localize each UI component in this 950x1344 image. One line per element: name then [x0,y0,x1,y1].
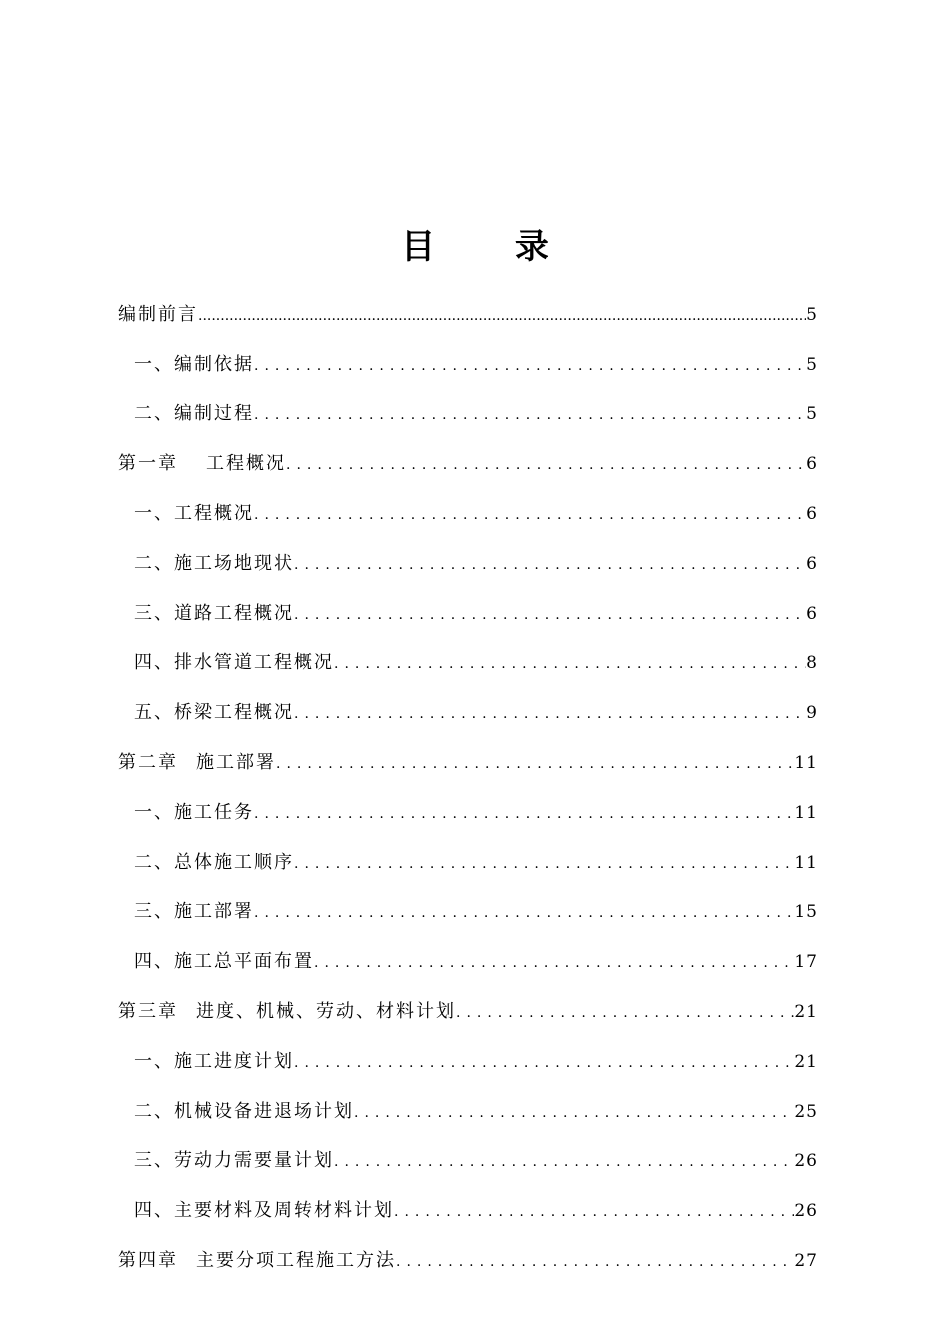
entry-label: 一、施工任务 [134,801,254,823]
entry-label: 五、桥梁工程概况 [134,702,294,724]
entry-page-number: 25 [794,1101,818,1122]
table-of-contents [118,278,818,1274]
entry-label: 三、道路工程概况 [134,602,294,624]
dot-leader [396,1252,794,1274]
dot-leader [294,1053,794,1075]
entry-page-number: 21 [794,1051,818,1072]
dot-leader [254,505,806,527]
entry-page-number: 8 [806,653,818,674]
toc-title: 目 录 [401,227,583,267]
toc-entry[interactable] [118,378,818,428]
dot-leader [286,455,806,477]
entry-page-number: 26 [794,1151,818,1172]
dot-leader [198,306,806,328]
entry-page-number: 5 [806,304,818,325]
entry-label: 一、工程概况 [134,502,254,524]
entry-label: 四、排水管道工程概况 [134,652,334,674]
entry-label: 三、施工部署 [134,901,254,923]
entry-page-number: 11 [794,802,818,823]
entry-page-number: 17 [794,952,818,973]
entry-page-number: 6 [806,603,818,624]
entry-label: 二、编制过程 [134,403,254,425]
entry-page-number: 9 [806,703,818,724]
entry-label: 二、施工场地现状 [134,552,294,574]
entry-page-number: 21 [794,1001,818,1022]
dot-leader [334,1152,794,1174]
toc-entry[interactable] [118,925,818,975]
entry-label: 一、施工进度计划 [134,1050,294,1072]
entry-page-number: 5 [806,354,818,375]
entry-label: 编制前言 [118,303,198,325]
entry-page-number: 27 [794,1250,818,1271]
entry-page-number: 11 [794,752,818,773]
toc-entry-chapter[interactable] [118,1224,818,1274]
toc-entry-chapter[interactable] [118,427,818,477]
dot-leader [354,1103,794,1125]
dot-leader [254,356,806,378]
entry-label: 二、机械设备进退场计划 [134,1100,354,1122]
dot-leader [294,704,806,726]
toc-entry[interactable] [118,776,818,826]
dot-leader [394,1202,794,1224]
dot-leader [456,1003,794,1025]
entry-label: 四、施工总平面布置 [134,951,314,973]
toc-entry[interactable] [118,1075,818,1125]
toc-entry[interactable] [118,876,818,926]
entry-page-number: 26 [794,1201,818,1222]
dot-leader [294,854,794,876]
dot-leader [254,903,794,925]
toc-entry-chapter[interactable] [118,975,818,1025]
entry-label: 第一章 工程概况 [118,453,286,475]
toc-entry[interactable] [118,676,818,726]
entry-page-number: 6 [806,503,818,524]
entry-label: 第二章 施工部署 [118,751,276,773]
entry-label: 二、总体施工顺序 [134,851,294,873]
dot-leader [294,555,806,577]
toc-entry[interactable] [118,826,818,876]
toc-entry[interactable] [118,527,818,577]
dot-leader [254,405,806,427]
toc-entry[interactable] [118,328,818,378]
toc-entry[interactable] [118,627,818,677]
dot-leader [294,605,806,627]
toc-entry[interactable] [118,477,818,527]
toc-entry[interactable] [118,1174,818,1224]
toc-entry[interactable] [118,1125,818,1175]
entry-page-number: 6 [806,553,818,574]
entry-label: 一、编制依据 [134,353,254,375]
entry-page-number: 11 [794,852,818,873]
entry-label: 四、主要材料及周转材料计划 [134,1200,394,1222]
toc-entry[interactable] [118,577,818,627]
dot-leader [254,804,794,826]
entry-page-number: 5 [806,404,818,425]
entry-page-number: 15 [794,902,818,923]
dot-leader [314,953,794,975]
toc-entry[interactable] [118,1025,818,1075]
dot-leader [334,654,806,676]
entry-page-number: 6 [806,454,818,475]
toc-entry-preface[interactable] [118,278,818,328]
toc-entry-chapter[interactable] [118,726,818,776]
entry-label: 三、劳动力需要量计划 [134,1150,334,1172]
entry-label: 第三章 进度、机械、劳动、材料计划 [118,1000,456,1022]
dot-leader [276,754,794,776]
entry-label: 第四章 主要分项工程施工方法 [118,1249,396,1271]
